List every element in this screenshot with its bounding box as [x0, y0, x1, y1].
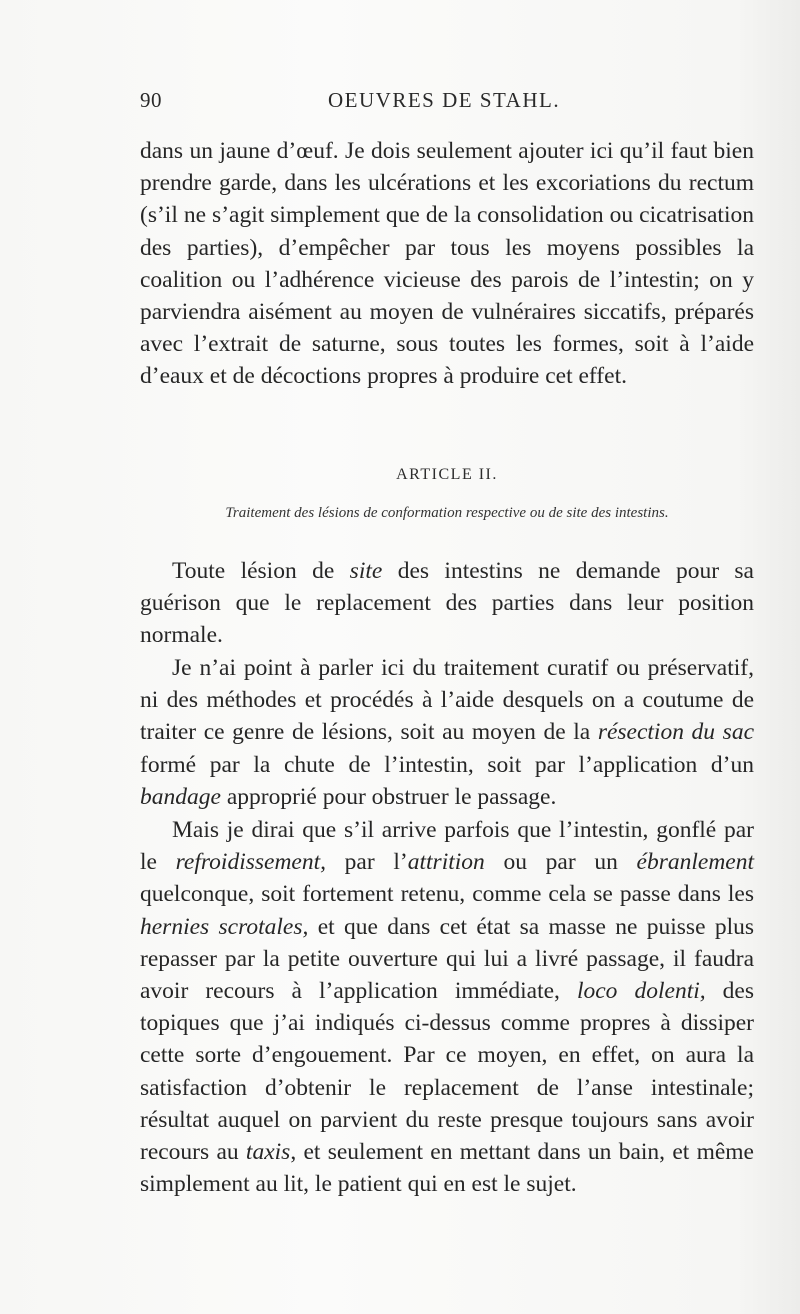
- paragraph-3-part-a: Je n’ai point à parler ici du traitement curatif ou préservatif, ni des méthodes et procédés à l’aide desquels on a coutume de traiter ce genre de lésions, soit au moyen de la: [140, 655, 754, 746]
- article-subtitle-site: site: [566, 505, 588, 521]
- paragraph-3-resection-italic: résection du sac: [597, 719, 754, 746]
- paragraph-4-loco-dolenti-italic: loco dolenti,: [576, 978, 706, 1005]
- page-number: 90: [140, 88, 162, 112]
- paragraph-2: [140, 555, 754, 652]
- article-heading: ARTICLE II.: [396, 466, 498, 483]
- article-subtitle-part-c: des intestins.: [587, 505, 669, 521]
- paragraph-4-attrition-italic: attrition: [407, 849, 485, 876]
- paragraph-4-part-e: et que dans cet état sa masse ne puisse plus repasser par la petite ouverture qui lui a livré passage, il faudra avoir recours à l’application immédiate,: [140, 913, 754, 1005]
- paragraph-3: [140, 652, 754, 813]
- paragraph-4-part-b: par l’: [326, 849, 408, 876]
- paragraph-2-part-a: Toute lésion de: [172, 558, 350, 584]
- paragraph-4-part-g: , et seulement en mettant dans un bain, et même simplement au lit, le patient qui en est le sujet.: [140, 1139, 754, 1198]
- paragraph-4-refroidissement-italic: refroidissement,: [175, 849, 326, 876]
- paragraph-4: [140, 814, 754, 1200]
- paragraph-4-part-a: Mais je dirai que s’il arrive parfois que l’intestin, gonflé par le: [140, 817, 754, 876]
- paragraph-4-part-f: des topiques que j’ai indiqués ci-dessus comme propres à dissiper cette sorte d’engouement. Par ce moyen, en effet, on aura la satisfaction d’obtenir le replacement de l’anse intestinale; résultat auquel on parvient du reste presque toujours sans avoir recours au: [140, 978, 755, 1166]
- paragraph-2-site-italic: site: [349, 558, 383, 584]
- page-header: [140, 88, 752, 124]
- paragraph-4-part-c: ou par un: [484, 849, 637, 876]
- paragraph-2-part-b: des intestins ne demande pour sa guérison que le replacement des parties dans leur position normale.: [140, 558, 754, 649]
- paragraph-4-part-d: quelconque, soit fortement retenu, comme cela se passe dans les: [140, 881, 754, 908]
- paragraph-4-ebranlement-italic: ébranlement: [636, 849, 754, 876]
- article-subtitle-part-b: respective ou de: [462, 505, 567, 521]
- article-subtitle-conformation: conformation: [381, 505, 463, 521]
- paragraph-3-part-c: approprié pour obstruer le passage.: [220, 783, 557, 810]
- paragraph-4-taxis-italic: taxis: [245, 1139, 291, 1166]
- article-subtitle: [140, 505, 754, 522]
- paragraph-1: [140, 135, 754, 393]
- article-subtitle-part-a: Traitement des lésions de: [225, 505, 382, 521]
- paragraph-4-hernies-italic: hernies scrotales,: [140, 913, 309, 940]
- running-title: OEUVRES DE STAHL.: [328, 88, 561, 112]
- paragraph-3-bandage-italic: bandage: [140, 783, 221, 810]
- paragraph-3-part-b: formé par la chute de l’intestin, soit par l’application d’un: [140, 751, 754, 778]
- paragraph-1-text: dans un jaune d’œuf. Je dois seulement ajouter ici qu’il faut bien prendre garde, dans les ulcérations et les excoriations du rectum (s’il ne s’agit simplement que de la consolidation ou cicatrisation des parties), d’empêcher par tous les moyens possibles la coalition ou l’adhérence vicieuse des parois de l’intestin; on y parviendra aisément au moyen de vulnéraires siccatifs, préparés avec l’extrait de saturne, sous toutes les formes, soit à l’aide d’eaux et de décoctions propres à produire cet effet.: [140, 138, 754, 390]
